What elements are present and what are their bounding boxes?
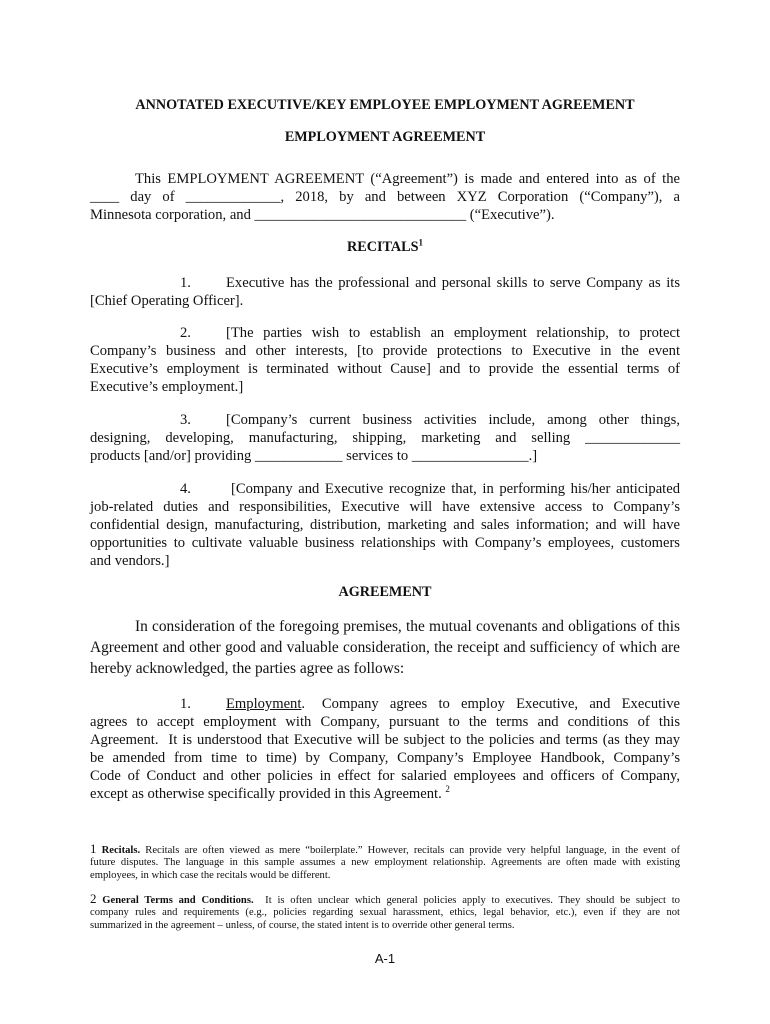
- section-1-line-6-text: except as otherwise specifically provided in this Agreement.: [90, 786, 446, 802]
- recital-2-line-4: Executive’s employment.]: [90, 379, 244, 395]
- section-1-line-1: [226, 695, 680, 713]
- section-1-line-2: agrees to accept employment with Company, pursuant to the terms and conditions of this: [90, 714, 680, 730]
- footnote-2-text-1: It is often unclear which general policies apply to executives. They should be subject to: [253, 895, 680, 906]
- section-1-line-6: [90, 785, 450, 803]
- footnote-2-line-1: [90, 892, 680, 907]
- section-1-line-1-rest: . Company agrees to employ Executive, and Executive: [301, 696, 680, 712]
- footnote-2-number: 2: [90, 891, 97, 906]
- section-1-line-5: Code of Conduct and other policies in effect for salaried employees and officers of Company,: [90, 768, 680, 784]
- agreement-intro-line-2: Agreement and other good and valuable consideration, the receipt and sufficiency of which are: [90, 639, 680, 656]
- agreement-intro-line-1: In consideration of the foregoing premises, the mutual covenants and obligations of this: [135, 618, 680, 635]
- recital-4-number: 4.: [180, 481, 191, 497]
- main-title: ANNOTATED EXECUTIVE/KEY EMPLOYEE EMPLOYMENT AGREEMENT: [135, 97, 635, 113]
- section-1-line-4: be amended from time to time) by Company, Company’s Employee Handbook, Company’s: [90, 750, 680, 766]
- intro-line-2: ____ day of _____________, 2018, by and between XYZ Corporation (“Company”), a: [90, 189, 680, 205]
- recital-3-line-1: [Company’s current business activities include, among other things,: [226, 412, 680, 428]
- footnote-1-number: 1: [90, 841, 97, 856]
- recitals-heading-text: RECITALS: [347, 239, 419, 255]
- section-1-number: 1.: [180, 696, 191, 712]
- footnote-1-line-2: future disputes. The language in this sample assumes a new employment relationship. Agreements are often made with existing: [90, 857, 680, 868]
- recital-2-number: 2.: [180, 325, 191, 341]
- footnote-2-line-2: company rules and requirements (e.g., policies regarding sexual harassment, ethics, legal behavior, etc.), even if they are not: [90, 907, 680, 918]
- footnote-ref-2: 2: [445, 784, 450, 795]
- recitals-heading: [0, 238, 770, 256]
- footnote-1-line-1: [90, 842, 680, 857]
- footnote-1-line-3: employees, in which case the recitals would be different.: [90, 870, 331, 881]
- footnote-1-title: Recitals.: [101, 845, 141, 856]
- intro-line-1: This EMPLOYMENT AGREEMENT (“Agreement”) is made and entered into as of the: [135, 171, 680, 187]
- recital-4-line-2: job-related duties and responsibilities, Executive will have extensive access to Company’s: [90, 499, 680, 515]
- section-1-line-3: Agreement. It is understood that Executive will be subject to the policies and terms (as they may: [90, 732, 680, 748]
- recital-4-line-4: opportunities to cultivate valuable business relationships with Company’s employees, customers: [90, 535, 680, 551]
- footnote-2-title: General Terms and Conditions.: [102, 895, 254, 906]
- recital-3-line-3: products [and/or] providing ____________ services to ________________.]: [90, 448, 538, 464]
- footnote-2-line-3: summarized in the agreement – unless, of course, the stated intent is to override other general terms.: [90, 920, 515, 931]
- recital-4-line-3: confidential design, manufacturing, distribution, marketing and sales information; and will have: [90, 517, 680, 533]
- sub-title: EMPLOYMENT AGREEMENT: [284, 129, 486, 145]
- recital-1-line-1: Executive has the professional and personal skills to serve Company as its: [226, 275, 680, 291]
- page-number: A-1: [374, 951, 396, 966]
- agreement-intro-line-3: hereby acknowledged, the parties agree as follows:: [90, 660, 405, 677]
- recital-1-number: 1.: [180, 275, 191, 291]
- recital-3-line-2: designing, developing, manufacturing, shipping, marketing and selling _____________: [90, 430, 680, 446]
- agreement-heading: AGREEMENT: [338, 584, 432, 600]
- footnote-1-text-1: Recitals are often viewed as mere “boilerplate.” However, recitals can provide very helpful language, in the event of: [140, 845, 681, 856]
- intro-line-3: Minnesota corporation, and _____________________________ (“Executive”).: [90, 207, 555, 223]
- recital-3-number: 3.: [180, 412, 191, 428]
- recital-2-line-1: [The parties wish to establish an employment relationship, to protect: [226, 325, 680, 341]
- footnote-ref-1: 1: [418, 237, 423, 248]
- recital-2-line-2: Company’s business and other interests, [to provide protections to Executive in the event: [90, 343, 680, 359]
- recital-2-line-3: Executive’s employment is terminated without Cause] and to provide the essential terms of: [90, 361, 680, 377]
- recital-4-line-1: [Company and Executive recognize that, in performing his/her anticipated: [231, 481, 680, 497]
- recital-4-line-5: and vendors.]: [90, 553, 170, 569]
- recital-1-line-2: [Chief Operating Officer].: [90, 293, 244, 309]
- section-1-heading: Employment: [226, 696, 302, 712]
